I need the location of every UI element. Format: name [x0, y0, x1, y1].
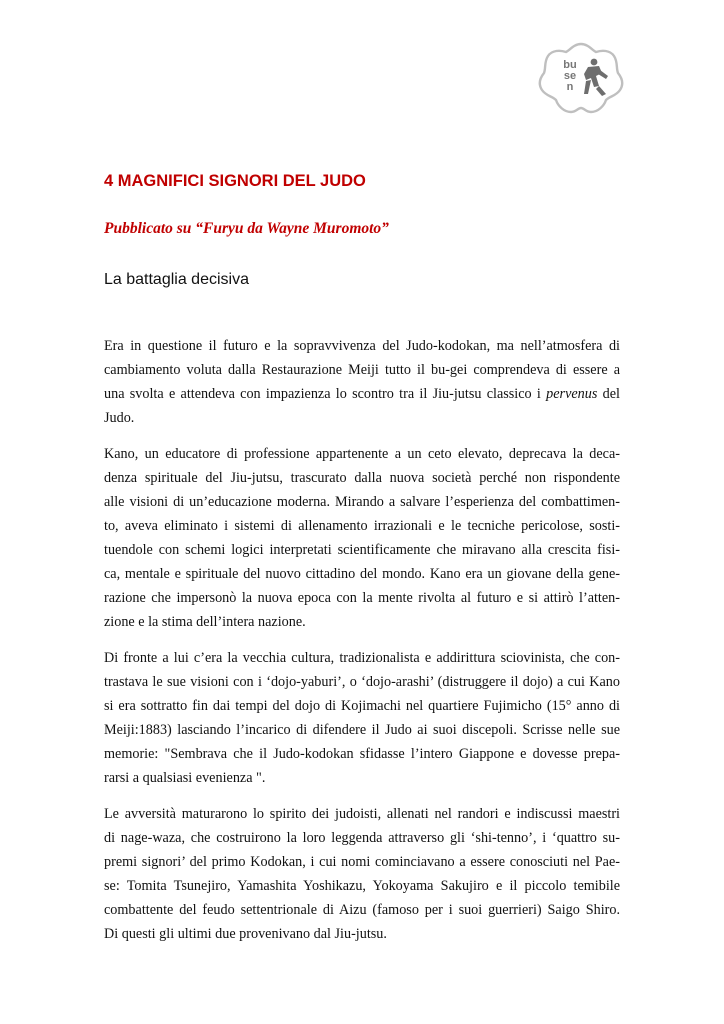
- text-line: denza spirituale del Jiu-jutsu, trascurato dalla nuova società perché non rispondente: [104, 470, 620, 486]
- paragraph-1: [104, 334, 620, 430]
- text-line: Meiji:1883) lasciando l’incarico di difendere il Judo ai suoi discepoli. Scrisse nelle sue: [104, 722, 620, 738]
- paragraph-3: [104, 646, 620, 790]
- text-line: di nage-waza, che costruirono la loro leggenda attraverso gli ‘shi-tenno’, i ‘quattro su-: [104, 830, 620, 846]
- text-line: to, aveva eliminato i sistemi di allenamento irrazionali e le tecniche pericolose, sosti-: [104, 518, 620, 534]
- text-line: memorie: "Sembrava che il Judo-kodokan sfidasse l’intero Giappone e dovesse prepa-: [104, 746, 620, 762]
- logo-text: [558, 60, 582, 93]
- text-line: Le avversità maturarono lo spirito dei judoisti, allenati nel randori e indiscussi maestri: [104, 806, 620, 822]
- text-line: Era in questione il futuro e la sopravvivenza del Judo-kodokan, ma nell’atmosfera di: [104, 338, 620, 354]
- paragraph-2: [104, 442, 620, 634]
- text-line: Di fronte a lui c’era la vecchia cultura, tradizionalista e addirittura sciovinista, che con-: [104, 650, 620, 666]
- text-line: si era sottratto fin dai tempi del dojo di Kojimachi nel quartiere Fujimicho (15° anno di: [104, 698, 620, 714]
- text-line: Judo.: [104, 410, 135, 426]
- text-line: tuendole con schemi logici interpretati scientificamente che miravano alla crescita fisi-: [104, 542, 620, 558]
- text-line: zione e la stima dell’intera nazione.: [104, 614, 306, 630]
- text-line: ca, mentale e spirituale del nuovo cittadino del mondo. Kano era un giovane della gene-: [104, 566, 620, 582]
- busen-logo: [536, 40, 626, 116]
- document-title: 4 MAGNIFICI SIGNORI DEL JUDO: [104, 172, 366, 190]
- logo-text-line-1: bu: [563, 59, 577, 71]
- text-line: se: Tomita Tsunejiro, Yamashita Yoshikazu, Yokoyama Sakujiro e il piccolo temibile: [104, 878, 620, 894]
- italic-word: pervenus: [546, 386, 598, 402]
- logo-text-line-3: n: [566, 81, 574, 93]
- text-line: premi signori’ del primo Kodokan, i cui nomi cominciavano a essere conosciuti nel Pae-: [104, 854, 620, 870]
- document-subtitle: Pubblicato su “Furyu da Wayne Muromoto”: [104, 220, 389, 237]
- text-line-end: del: [597, 386, 620, 402]
- text-line: alle visioni di un’educazione moderna. Mirando a salvare l’esperienza del combattimen-: [104, 494, 620, 510]
- text-line: [104, 382, 620, 406]
- section-heading: La battaglia decisiva: [104, 271, 249, 288]
- text-line: rarsi a qualsiasi evenienza ".: [104, 770, 266, 786]
- text-line: combattente del feudo settentrionale di Aizu (famoso per i suoi guerrieri) Saigo Shiro.: [104, 902, 620, 918]
- text-line: razione che impersonò la nuova epoca con la mente rivolta al futuro e si attirò l’atten-: [104, 590, 620, 606]
- logo-text-line-2: se: [563, 70, 577, 82]
- text-line: trastava le sue visioni con i ‘dojo-yaburi’, o ‘dojo-arashi’ (distruggere il dojo) a cui Kano: [104, 674, 620, 690]
- text-line-start: una svolta e attendeva con impazienza lo scontro tra il Jiu-jutsu classico i: [104, 386, 547, 402]
- text-line: cambiamento voluta dalla Restaurazione Meiji tutto il bu-gei comprendeva di essere a: [104, 362, 620, 378]
- text-line: Di questi gli ultimi due provenivano dal Jiu-jutsu.: [104, 926, 387, 942]
- text-line: Kano, un educatore di professione appartenente a un ceto elevato, deprecava la deca-: [104, 446, 620, 462]
- paragraph-4: [104, 802, 620, 946]
